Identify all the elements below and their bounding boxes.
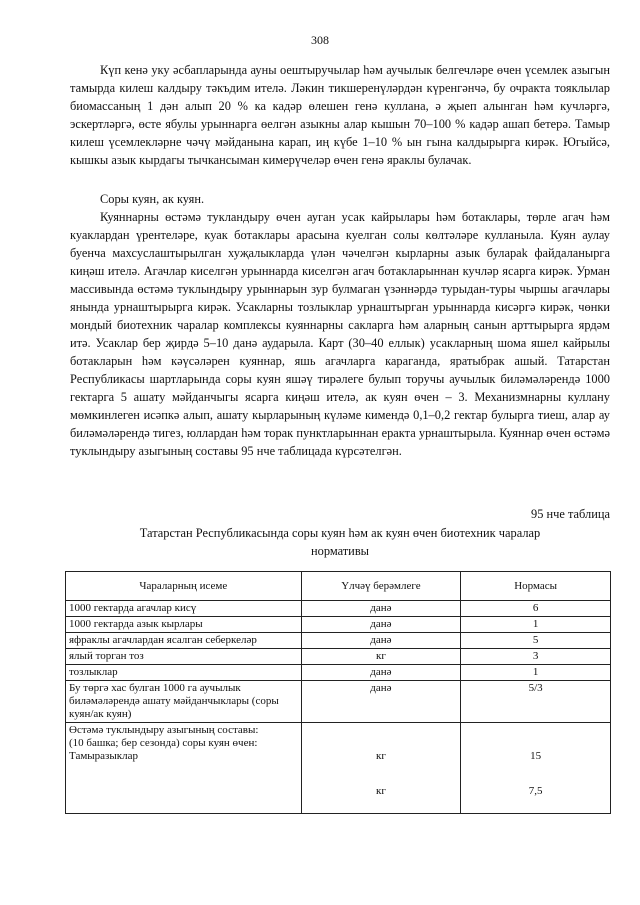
row-norm: 5 — [461, 633, 611, 649]
row-name — [66, 723, 302, 814]
row-name: яфраклы агачлардан ясалган себеркеләр — [66, 633, 302, 649]
norm-1: 15 — [530, 750, 542, 762]
row-norm: 5/3 — [461, 681, 611, 723]
row-unit: данә — [301, 617, 461, 633]
paragraph-1-text: Күп кенә уку әсбапларында ауны оештыручылар һәм аучылык белгечләре өчен үсемлек азыгын тамырда килеш калдыру тәкъдим ителә. Ләкин тикшеренүләрдән күренгәнчә, бу очракта тояклылар биомассаның 1 дән алып 20 % ка кадәр өлешен генә куллана, ә җыеп алынган һәм кучләргә, эскертләргә, өсте ябулы урыннарга өелгән азыкны алар кышын 70–100 % кадәр ашап бетерә. Тамыр килеш үсемлекләрне чәчү мәйданына карап, иң күбе 1–10 % ын гына калдырырга кирәк. Югыйсә, кышкы азык кырдагы тычкансыман кимерүчеләр өчен генә яраклы булачак. — [70, 63, 610, 167]
row-name: Бу төргә хас булган 1000 га аучылык биләмәләрендә ашату мәйданчыклары (соры куян/ак куян) — [66, 681, 302, 723]
norm-2: 7,5 — [528, 785, 543, 797]
row-name: 1000 гектарда азык кырлары — [66, 617, 302, 633]
page-number: 308 — [311, 33, 329, 47]
header-unit: Үлчәү берәмлеге — [301, 572, 461, 601]
paragraph-2-text: Куяннарны өстәмә тукландыру өчен ауган усак кайрылары һәм ботаклары, төрле агач һәм куаклардан үрентеләре, куак ботаклары арасына куелган солы көлтәләре кулланыла. Куян аулау буенча махсуслаштырылган хуҗалыкларда үлән чәчелгән кырларны азык булараk файдаланырга киңәш ителә. Агачлар киселгән урыннарда киселгән агач ботакларыннан кучләр ясарга кирәк. Урман массивында өстәмә туклындыру урыннарын зур булмаган үзәннәрдә турыдан-туры чыршы агачлары янында урнаштырырга кирәк. Усакларны тозлыклар урнаштырган урыннарда кисәргә кирәк, чөнки мондый биотехник чаралар комплексы куяннарны сакларга һәм аларның санын арттырырга ярдәм итә. Усаклар бер җирдә 5–10 данә аударыла. Карт (30–40 еллык) усакларның шома яшел кайрылы ботакларын һәм кәүсәләрен куяннар, яшь агачларга караганда, яратыбрак ашый. Татарстан Республикасы шартларында соры куян яшәү тирәлеге булып торучы аучылык биләмәләрендә 1000 гектарга 5 ашату мәйданчыгы ясарга киңәш ителә, ак куян өчен – 3. Механизмнарны куллану мөмкинлеген исәпкә алып, ашату кырларының күләме кимендә 0,1–0,2 гектар булырга тиеш, алар ау биләмәләрендә тигез, юллардан һәм торак пунктларыннан еракта урнаштырыла. Куяннар өчен өстәмә туклындыру азыгының составы 95 нче таблицада күрсәтелгән. — [70, 210, 610, 458]
section-heading: Соры куян, ак куян. — [100, 192, 205, 206]
feed-line-3: Тамыразыклар — [69, 750, 139, 762]
table-title-line-1: Татарстан Республикасында соры куян һәм ак куян өчен биотехник чаралар — [139, 526, 541, 540]
table-number: 95 нче таблица — [531, 507, 610, 521]
row-unit: данә — [301, 665, 461, 681]
table-header-row — [66, 572, 611, 601]
row-unit: данә — [301, 681, 461, 723]
table-row — [66, 649, 611, 665]
unit-2: кг — [375, 785, 386, 797]
table-row — [66, 681, 611, 723]
row-unit: данә — [301, 601, 461, 617]
table-title-line-2: нормативы — [311, 544, 369, 558]
row-norm — [461, 723, 611, 814]
row-name: ялый торган тоз — [66, 649, 302, 665]
row-norm: 1 — [461, 665, 611, 681]
table-row — [66, 617, 611, 633]
table-row — [66, 633, 611, 649]
row-norm: 3 — [461, 649, 611, 665]
norms-table — [65, 571, 611, 814]
paragraph-1 — [70, 61, 610, 169]
row-norm: 6 — [461, 601, 611, 617]
table-row-feed-composition — [66, 723, 611, 814]
row-unit — [301, 723, 461, 814]
table-row — [66, 601, 611, 617]
unit-1: кг — [375, 750, 386, 762]
row-unit: данә — [301, 633, 461, 649]
row-unit: кг — [301, 649, 461, 665]
feed-line-2: (10 башка; бер сезонда) соры куян өчен: — [69, 737, 258, 749]
feed-line-1: Өстәмә туклындыру азыгының составы: — [69, 724, 259, 736]
table-row — [66, 665, 611, 681]
header-norm: Нормасы — [461, 572, 611, 601]
row-norm: 1 — [461, 617, 611, 633]
row-name: 1000 гектарда агачлар кисү — [66, 601, 302, 617]
header-name: Чараларның исеме — [66, 572, 302, 601]
row-name: тозлыклар — [66, 665, 302, 681]
table-title — [70, 524, 610, 560]
paragraph-2 — [70, 190, 610, 460]
